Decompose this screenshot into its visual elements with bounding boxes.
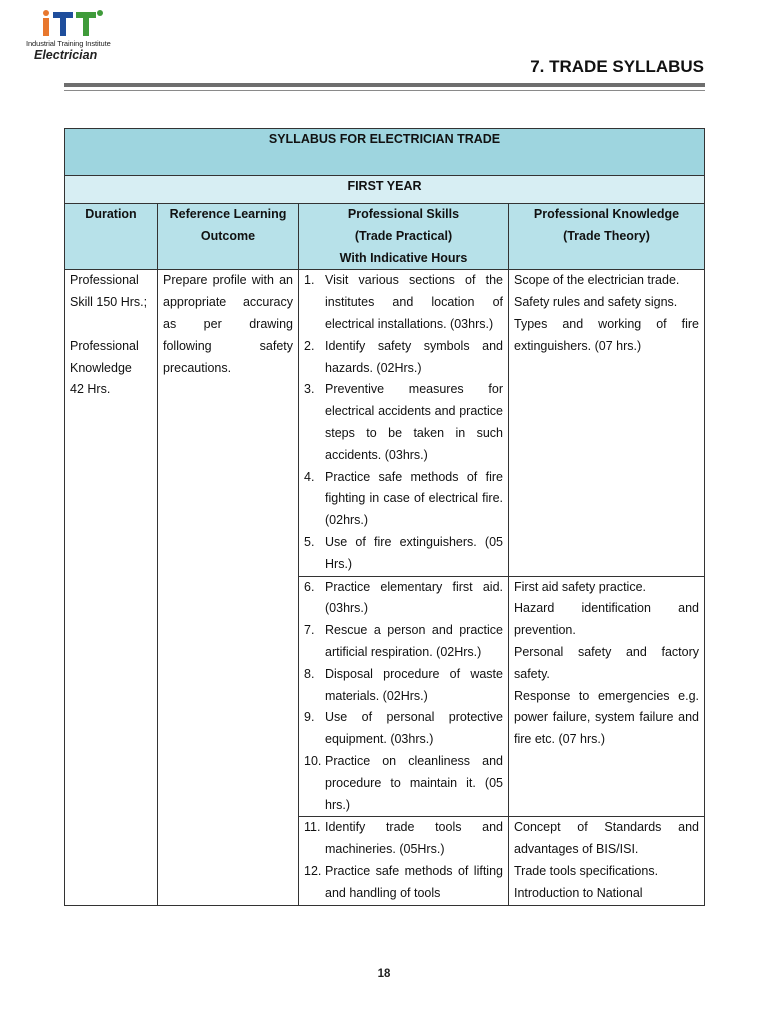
- section-title: 7. TRADE SYLLABUS: [530, 57, 704, 76]
- list-item: 5. Use of fire extinguishers. (05 Hrs.): [304, 534, 503, 571]
- header-outcome: Reference Learning Outcome: [158, 204, 299, 270]
- syllabus-table: [64, 128, 705, 906]
- year-row: [65, 176, 705, 204]
- header-skills: Professional Skills (Trade Practical) With Indicative Hours: [299, 204, 509, 270]
- table-title-row: [65, 129, 705, 176]
- skills-cell: [299, 817, 509, 905]
- table-row: [65, 270, 705, 576]
- column-header-row: [65, 204, 705, 270]
- list-item: 4. Practice safe methods of fire fighting in case of electrical fire. (02hrs.): [304, 469, 503, 528]
- year-label: FIRST YEAR: [65, 176, 705, 204]
- list-item: 11. Identify trade tools and machineries. (05Hrs.): [304, 820, 503, 857]
- table-title: SYLLABUS FOR ELECTRICIAN TRADE: [65, 129, 705, 176]
- page-number: 18: [377, 968, 391, 980]
- header-knowledge: Professional Knowledge (Trade Theory): [509, 204, 705, 270]
- list-item: 10. Practice on cleanliness and procedure to maintain it. (05 hrs.): [304, 753, 503, 812]
- knowledge-cell: Scope of the electrician trade. Safety rules and safety signs. Types and working of fire extinguishers. (07 hrs.): [509, 270, 705, 576]
- knowledge-cell: Concept of Standards and advantages of BIS/ISI. Trade tools specifications. Introduction to National: [509, 817, 705, 905]
- list-item: 8. Disposal procedure of waste materials. (02Hrs.): [304, 666, 503, 703]
- list-item: 9. Use of personal protective equipment. (03hrs.): [304, 710, 503, 747]
- duration-cell: Professional Skill 150 Hrs.; Professional Knowledge 42 Hrs.: [65, 270, 158, 905]
- iti-logo: [24, 10, 124, 62]
- skills-cell: [299, 576, 509, 817]
- list-item: 2. Identify safety symbols and hazards. (02Hrs.): [304, 338, 503, 375]
- skills-cell: [299, 270, 509, 576]
- list-item: 12. Practice safe methods of lifting and handling of tools: [304, 863, 503, 900]
- list-item: 3. Preventive measures for electrical accidents and practice steps to be taken in such accidents. (03hrs.): [304, 382, 503, 462]
- list-item: 6. Practice elementary first aid. (03hrs.): [304, 579, 503, 616]
- header-rule-thick: [64, 83, 705, 87]
- list-item: 7. Rescue a person and practice artificial respiration. (02Hrs.): [304, 623, 503, 659]
- header-rule-thin: [64, 90, 705, 91]
- iti-logo-mark: [42, 10, 104, 36]
- institute-name: Industrial Training Institute: [26, 39, 111, 48]
- knowledge-cell: First aid safety practice. Hazard identification and prevention. Personal safety and factory safety. Response to emergencies e.g. power failure, system failure and fire etc. (07 hrs.): [509, 576, 705, 817]
- trade-name: Electrician: [34, 48, 98, 62]
- list-item: 1. Visit various sections of the institutes and location of electrical installations. (03hrs.): [304, 273, 503, 331]
- header-duration: Duration: [65, 204, 158, 270]
- outcome-cell: Prepare profile with an appropriate accuracy as per drawing following safety precautions.: [158, 270, 299, 905]
